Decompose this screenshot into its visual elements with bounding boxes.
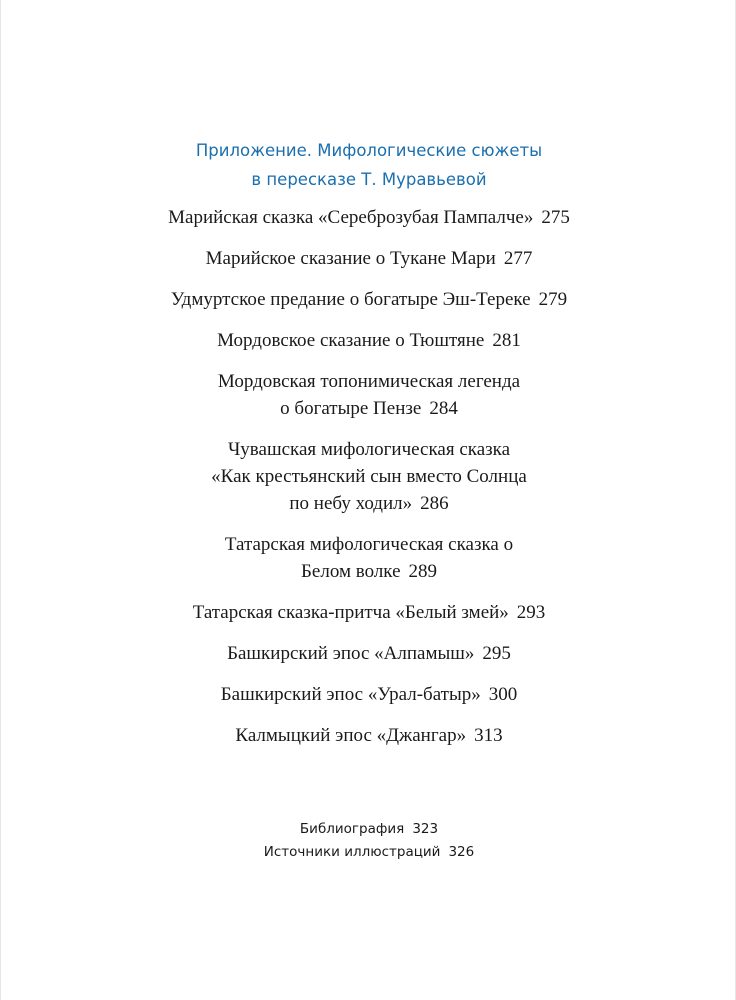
toc-entry-title: Татарская мифологическая сказка о	[224, 534, 514, 555]
backmatter-entry-title: Библиография	[299, 821, 405, 837]
toc-entry-title: Мордовская топонимическая легенда	[217, 371, 521, 392]
toc-entry-title-line	[1, 490, 736, 517]
toc-entry-title-line	[1, 722, 736, 749]
toc-entry[interactable]	[1, 286, 736, 313]
toc-entry-title-line	[1, 245, 736, 272]
backmatter-entry[interactable]	[1, 841, 736, 864]
toc-entry-page-number: 289	[408, 561, 437, 582]
toc-entry-title-line	[1, 558, 736, 585]
toc-entry[interactable]	[1, 599, 736, 626]
toc-entry-page-number: 300	[488, 684, 518, 705]
toc-entry-title: Марийское сказание о Тукане Мари	[205, 248, 496, 269]
toc-entry-title: Марийская сказка «Сереброзубая Пампалче»	[168, 207, 534, 228]
appendix-heading-line-2: в пересказе Т. Муравьевой	[251, 170, 487, 189]
toc-entry-title: Калмыцкий эпос «Джангар»	[235, 725, 467, 746]
toc-entry[interactable]	[1, 327, 736, 354]
toc-entry-title-line	[1, 681, 736, 708]
toc-entry[interactable]	[1, 531, 736, 585]
toc-entry[interactable]	[1, 245, 736, 272]
toc-entry[interactable]	[1, 681, 736, 708]
toc-entry-title: «Как крестьянский сын вместо Солнца	[211, 466, 527, 487]
toc-entry-title-line	[1, 436, 736, 463]
toc-entry-title-line	[1, 327, 736, 354]
toc-entry-page-number: 279	[538, 289, 568, 310]
toc-entry[interactable]	[1, 368, 736, 422]
backmatter-entry-page-number: 326	[448, 844, 475, 860]
toc-entry-title: Удмуртское предание о богатыре Эш-Тереке	[170, 289, 531, 310]
toc-entry-page-number: 286	[420, 493, 449, 514]
toc-entry[interactable]	[1, 436, 736, 517]
toc-entry[interactable]	[1, 640, 736, 667]
toc-entry-title-line	[1, 463, 736, 490]
toc-entry-title: по небу ходил»	[289, 493, 413, 514]
appendix-heading	[1, 136, 736, 194]
toc-entry-page-number: 313	[474, 725, 503, 746]
toc-entry-title-line	[1, 395, 736, 422]
toc-entry-title-line	[1, 531, 736, 558]
toc-entry-title: Чувашская мифологическая сказка	[227, 439, 511, 460]
toc-entry[interactable]	[1, 204, 736, 231]
toc-entry-page-number: 275	[541, 207, 570, 228]
toc-entry-title-line	[1, 204, 736, 231]
backmatter-entry-page-number: 323	[412, 821, 439, 837]
appendix-heading-line-1: Приложение. Мифологические сюжеты	[195, 141, 543, 160]
backmatter-entry[interactable]	[1, 818, 736, 841]
backmatter-entry-title: Источники иллюстраций	[263, 844, 441, 860]
toc-entry-title-line	[1, 286, 736, 313]
toc-entry-title: о богатыре Пензе	[280, 398, 422, 419]
toc-entry-title-line	[1, 368, 736, 395]
toc-entry-title: Башкирский эпос «Урал-батыр»	[220, 684, 481, 705]
toc-entry-page-number: 277	[503, 248, 533, 269]
toc-entry-title-line	[1, 640, 736, 667]
backmatter-list	[1, 818, 736, 864]
toc-entry-page-number: 281	[492, 330, 521, 351]
table-of-contents	[1, 204, 736, 763]
toc-entry-page-number: 293	[516, 602, 546, 623]
toc-entry-title-line	[1, 599, 736, 626]
toc-entry-page-number: 284	[429, 398, 458, 419]
toc-entry-title: Белом волке	[301, 561, 401, 582]
toc-entry-title: Татарская сказка-притча «Белый змей»	[192, 602, 509, 623]
toc-entry-page-number: 295	[482, 643, 511, 664]
toc-entry[interactable]	[1, 722, 736, 749]
toc-entry-title: Башкирский эпос «Алпамыш»	[227, 643, 475, 664]
toc-entry-title: Мордовское сказание о Тюштяне	[217, 330, 485, 351]
